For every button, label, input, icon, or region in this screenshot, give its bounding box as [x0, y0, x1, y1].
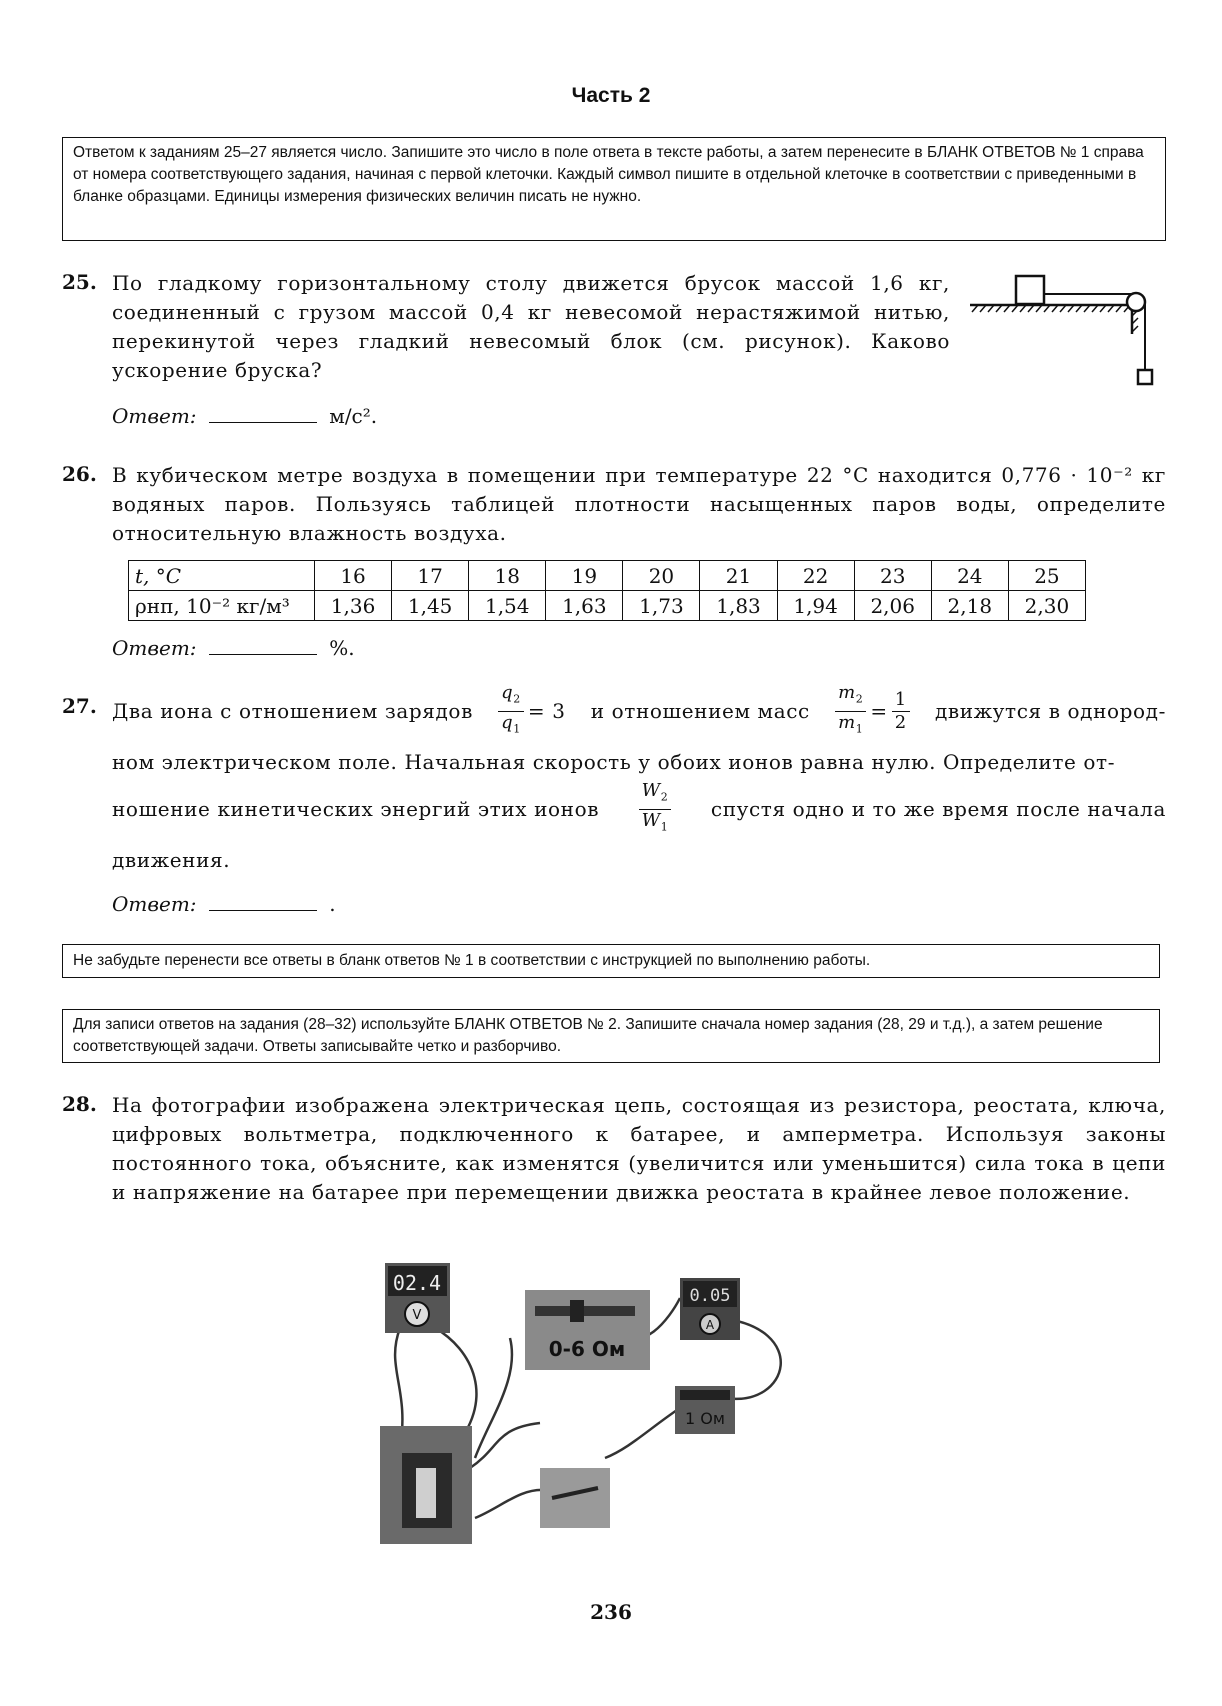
voltmeter-reading: 02.4 — [392, 1271, 442, 1295]
task-27-text-b: и отношением масс — [590, 698, 810, 723]
task-27-line-4: движения. — [112, 848, 231, 872]
task-27-unit: . — [329, 892, 336, 916]
task-27-text-e: спустя одно и то же время после начала — [710, 796, 1166, 821]
ammeter-reading: 0.05 — [689, 1286, 731, 1306]
energy-ratio: $\frac{W_2}{W_1}$ — [639, 780, 672, 838]
table-header-density: ρнп, 10⁻² кг/м³ — [129, 591, 315, 621]
block-rect — [1016, 276, 1044, 304]
instruction-text-28-32: Для записи ответов на задания (28–32) используйте БЛАНК ОТВЕТОВ № 2. Запишите сначала номер задания (28, 29 и т.д.), а затем решение соответствующей задачи. Ответы записывайте четко и разборчиво. — [73, 1016, 1103, 1055]
task-25-answer-label: Ответ: — [112, 404, 197, 428]
table-cell-temp: 19 — [546, 561, 623, 591]
ammeter-symbol: A — [705, 1318, 715, 1332]
task-26-answer-field[interactable] — [209, 638, 317, 655]
table-cell-density: 2,18 — [931, 591, 1008, 621]
table-cell-temp: 22 — [777, 561, 854, 591]
task-27-text-d: ношение кинетических энергий этих ионов — [112, 796, 600, 821]
instruction-box-28-32 — [62, 1009, 1160, 1063]
table-hatching — [972, 302, 1138, 332]
table-cell-temp: 23 — [854, 561, 931, 591]
table-cell-temp: 16 — [315, 561, 392, 591]
task-26-answer-label: Ответ: — [112, 636, 197, 660]
instruction-text-25-27: Ответом к заданиям 25–27 является число. Запишите это число в поле ответа в тексте работы, а затем перенесите в БЛАНК ОТВЕТОВ № 1 справа от номера соответствующего задания, начиная с первой клеточки. Каждый символ пишите в отдельной клеточке в соответствии с приведенными в бланке образцами. Единицы измерения физических величин писать не нужно. — [73, 144, 1144, 205]
task-27-number: 27. — [62, 694, 97, 718]
resistor-element — [680, 1390, 730, 1400]
table-row-temperature — [129, 561, 1086, 591]
table-cell-temp: 18 — [469, 561, 546, 591]
task-26-number: 26. — [62, 462, 97, 486]
charge-ratio: $\frac{q_2}{q_1}$ = 3 — [498, 682, 565, 740]
task-27-answer-field[interactable] — [209, 894, 317, 911]
task-27-line-3 — [112, 780, 1166, 838]
table-row-density — [129, 591, 1086, 621]
transfer-note-box — [62, 944, 1160, 978]
table-cell-temp: 24 — [931, 561, 1008, 591]
rheostat-slider-track — [535, 1306, 635, 1316]
table-cell-density: 1,36 — [315, 591, 392, 621]
task-27-answer-label: Ответ: — [112, 892, 197, 916]
table-cell-temp: 25 — [1008, 561, 1085, 591]
task-27-line-1 — [112, 682, 1166, 740]
table-cell-density: 1,73 — [623, 591, 700, 621]
task-25-number: 25. — [62, 270, 97, 294]
task-27-text-a: Два иона с отношением зарядов — [112, 698, 473, 723]
table-cell-temp: 21 — [700, 561, 777, 591]
resistor-label: 1 Ом — [685, 1409, 725, 1428]
task-27-text-c: движутся в однород- — [934, 698, 1166, 723]
task-28-text: На фотографии изображена электрическая цепь, состоящая из резистора, реостата, ключа, цифровых вольтметра, подключенного к батарее, и амперметра. Используя законы постоянного тока, объясните, как изменятся (увеличится или уменьшится) сила тока в цепи и напряжение на батарее при перемещении движка реостата в крайнее левое положение. — [112, 1093, 1166, 1204]
task-25-answer-field[interactable] — [209, 406, 317, 423]
table-cell-density: 1,45 — [392, 591, 469, 621]
task-26-answer-line — [112, 636, 355, 660]
voltmeter-symbol: V — [412, 1308, 422, 1323]
charge-ratio-value: = 3 — [527, 698, 566, 723]
mass-ratio: $\frac{m_2}{m_1}$ = $\frac{1}{2}$ — [835, 682, 910, 740]
transfer-note-text: Не забудьте перенести все ответы в бланк ответов № 1 в соответствии с инструкцией по выполнению работы. — [73, 952, 871, 969]
circuit-photo — [380, 1258, 840, 1568]
task-28-number: 28. — [62, 1092, 97, 1116]
pulley — [1127, 293, 1145, 311]
instruction-box-25-27 — [62, 137, 1166, 241]
page-number: 236 — [590, 1600, 632, 1624]
part-title: Часть 2 — [571, 84, 651, 107]
table-cell-density: 1,54 — [469, 591, 546, 621]
switch-body — [540, 1468, 610, 1528]
table-cell-density: 2,30 — [1008, 591, 1085, 621]
vapor-density-table — [128, 560, 1086, 621]
table-header-temperature: t, °С — [129, 561, 315, 591]
table-cell-density: 1,63 — [546, 591, 623, 621]
task-25-text: По гладкому горизонтальному столу движется брусок массой 1,6 кг, соединенный с грузом массой 0,4 кг невесомой нерастяжимой нитью, перекинутой через гладкий невесомый блок (см. рисунок). Каково ускорение бруска? — [112, 271, 950, 382]
table-cell-temp: 20 — [623, 561, 700, 591]
block-pulley-diagram — [960, 272, 1160, 392]
task-26-text: В кубическом метре воздуха в помещении при температуре 22 °С находится 0,776 · 10⁻² кг водяных паров. Пользуясь таблицей плотности насыщенных паров воды, определите относительную влажность воздуха. — [112, 463, 1166, 545]
task-25-unit: м/с². — [329, 404, 378, 428]
table-cell-density: 1,83 — [700, 591, 777, 621]
table-cell-density: 1,94 — [777, 591, 854, 621]
task-27-line-2: ном электрическом поле. Начальная скорость у обоих ионов равна нулю. Определите от- — [112, 750, 1116, 774]
table-cell-temp: 17 — [392, 561, 469, 591]
hanging-weight — [1138, 370, 1152, 384]
rheostat-slider[interactable] — [570, 1300, 584, 1322]
table-cell-density: 2,06 — [854, 591, 931, 621]
rheostat-label: 0-6 Ом — [548, 1337, 626, 1361]
task-26-unit: %. — [329, 636, 355, 660]
task-27-answer-line — [112, 892, 336, 916]
battery-highlight — [416, 1468, 436, 1518]
task-25-answer-line — [112, 404, 377, 428]
